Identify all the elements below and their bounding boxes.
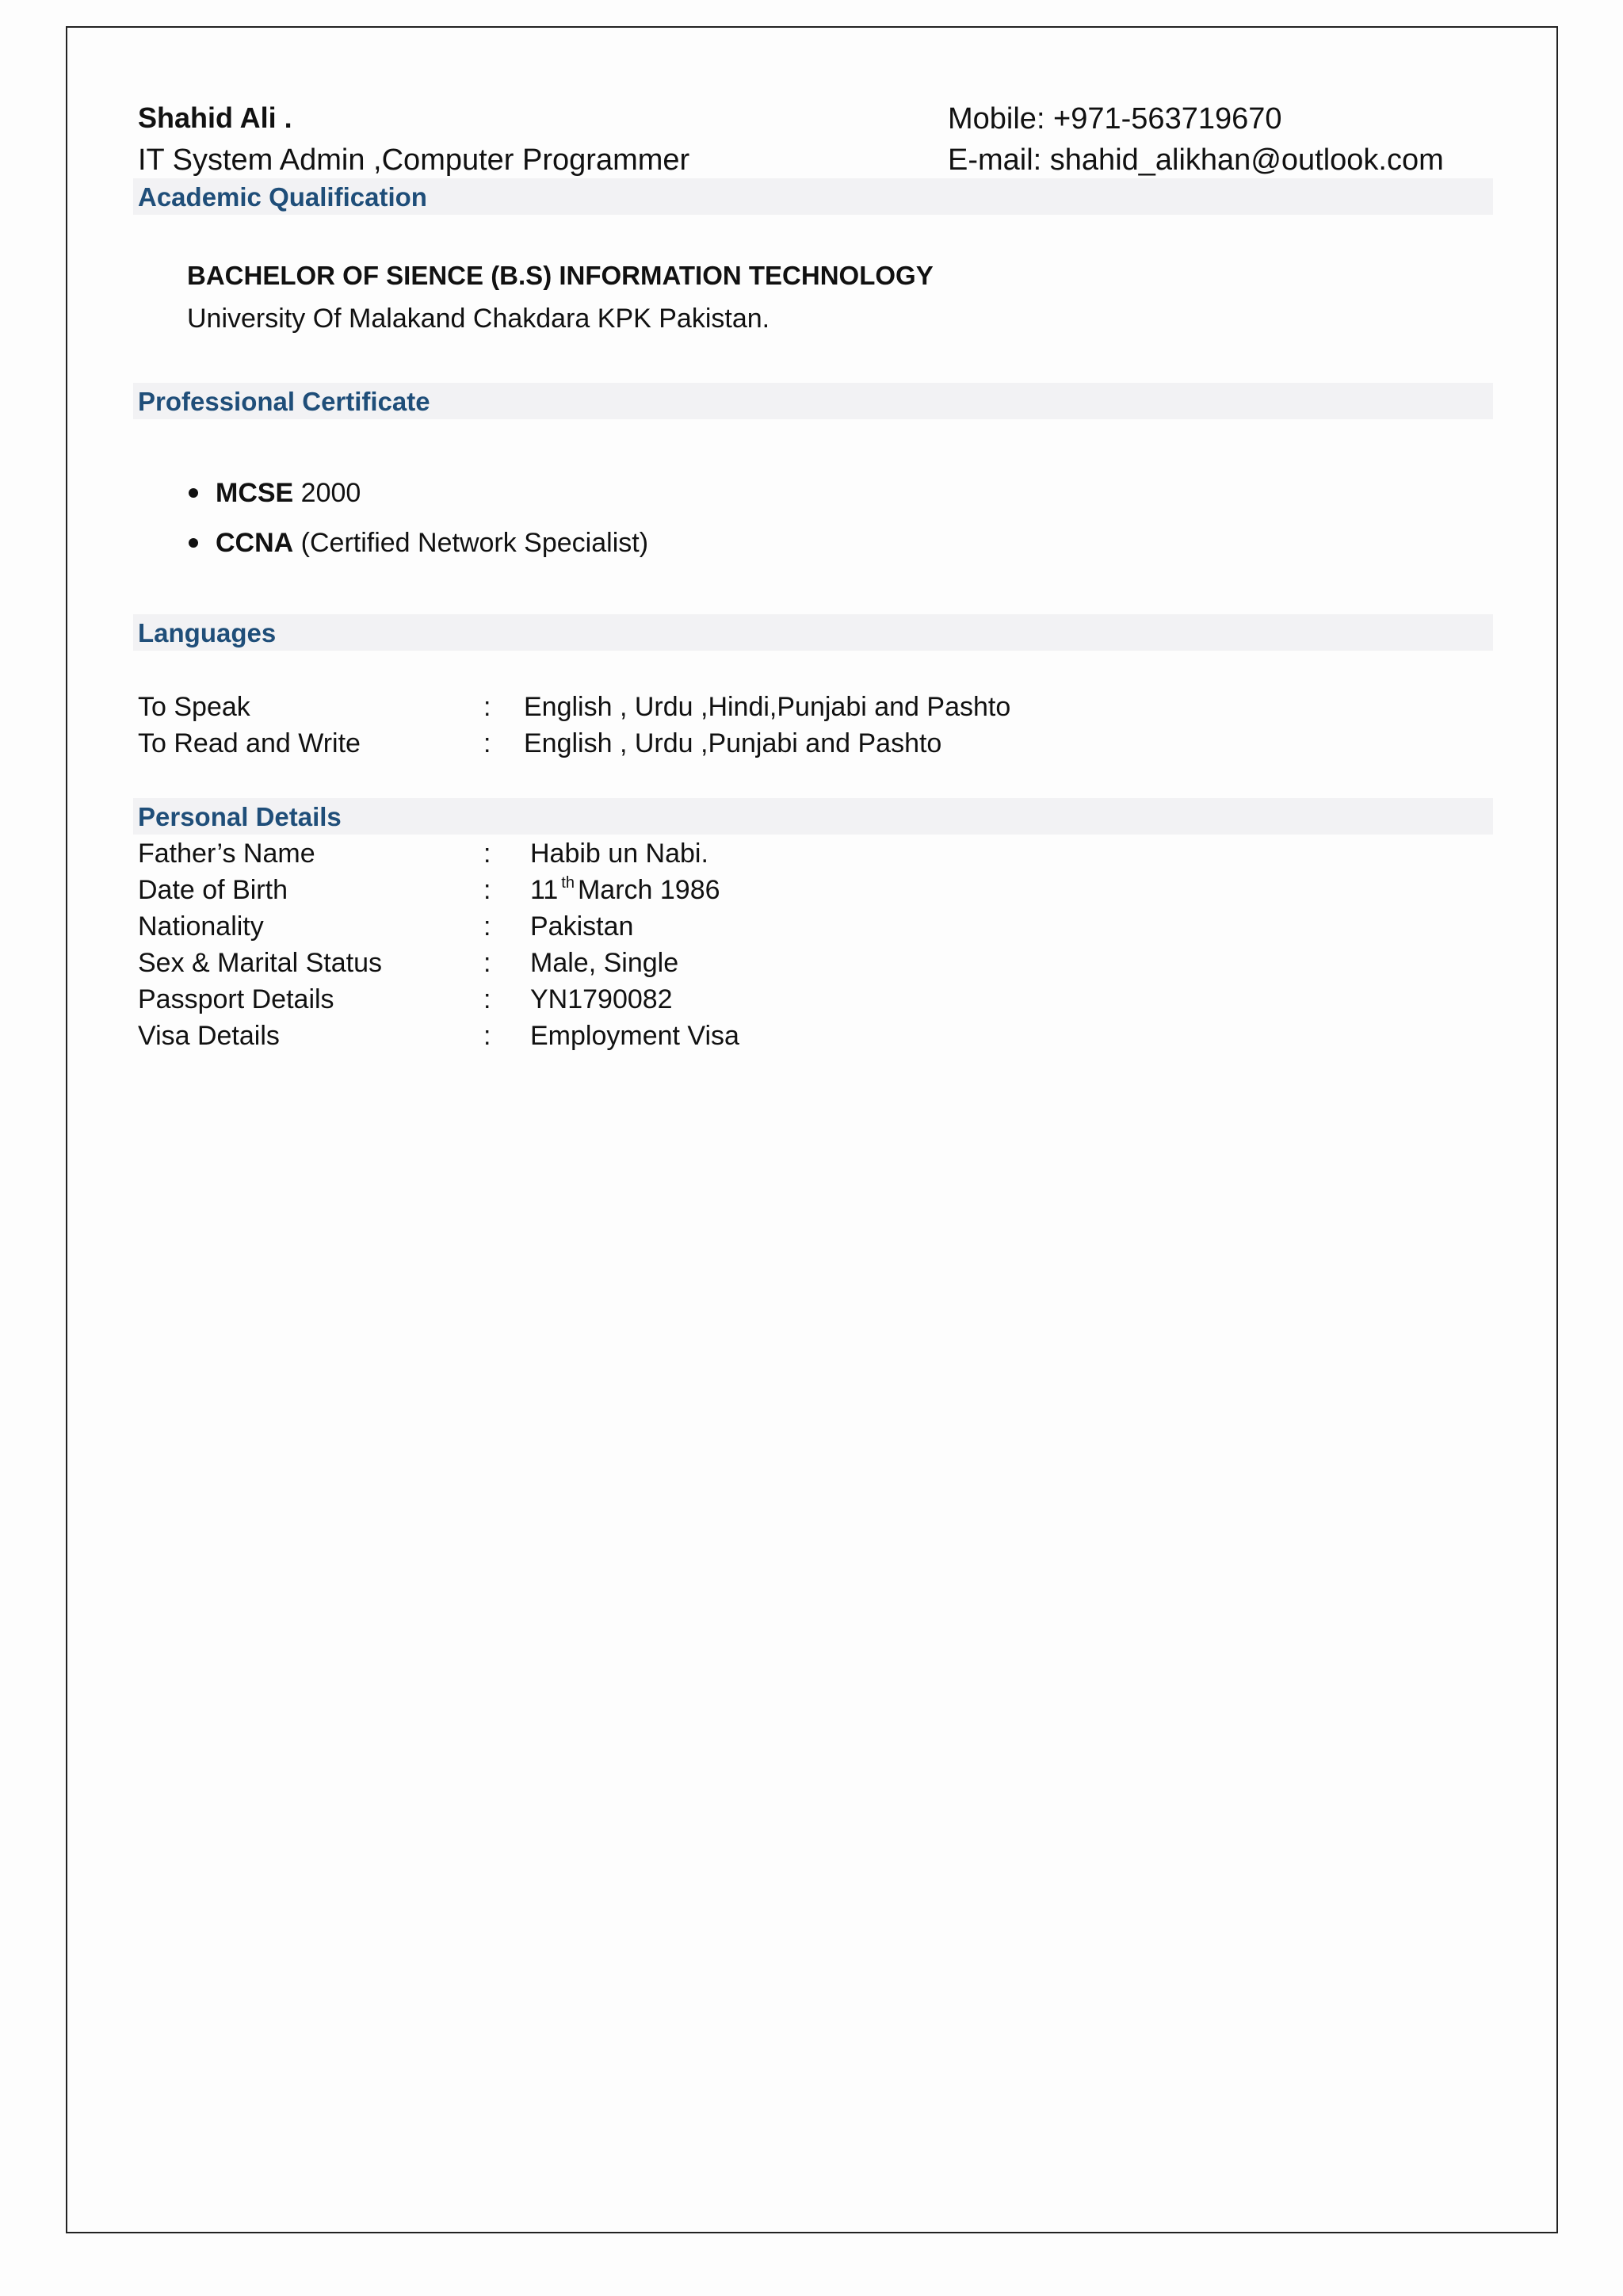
- languages-section-title: Languages: [138, 618, 277, 648]
- row-label: Date of Birth: [138, 875, 288, 905]
- certificate-detail: (Certified Network Specialist): [293, 528, 649, 558]
- row-separator: :: [483, 728, 491, 758]
- personal-section-title: Personal Details: [138, 802, 342, 831]
- certificate-list: [187, 479, 648, 579]
- certificate-section-title: Professional Certificate: [138, 387, 430, 416]
- row-label: Visa Details: [138, 1021, 280, 1051]
- row-label: To Read and Write: [138, 728, 361, 758]
- bullet-icon: [189, 538, 198, 548]
- row-label: Father’s Name: [138, 839, 315, 869]
- certificate-detail: 2000: [293, 478, 361, 508]
- row-value: Pakistan: [530, 911, 634, 942]
- degree-title: BACHELOR OF SIENCE (B.S) INFORMATION TECHNOLOGY: [187, 261, 934, 290]
- row-separator: :: [483, 875, 491, 905]
- row-separator: :: [483, 911, 491, 942]
- row-value: Male, Single: [530, 948, 679, 978]
- row-value: [530, 874, 720, 905]
- row-separator: :: [483, 948, 491, 978]
- row-separator: :: [483, 984, 491, 1014]
- row-label: To Speak: [138, 692, 250, 722]
- dob-month-year: March 1986: [577, 875, 720, 905]
- email-address: E-mail: shahid_alikhan@outlook.com: [948, 143, 1444, 177]
- mobile-number: Mobile: +971-563719670: [948, 102, 1282, 136]
- languages-section-bar: [133, 614, 1493, 651]
- row-label: Nationality: [138, 911, 264, 942]
- row-value: English , Urdu ,Hindi,Punjabi and Pashto: [524, 692, 1011, 722]
- job-title: IT System Admin ,Computer Programmer: [138, 143, 690, 177]
- row-separator: :: [483, 839, 491, 869]
- page-border: [66, 26, 1558, 2233]
- row-separator: :: [483, 692, 491, 722]
- row-label: Sex & Marital Status: [138, 948, 383, 978]
- row-value: Habib un Nabi.: [530, 839, 708, 869]
- row-value: YN1790082: [530, 984, 673, 1014]
- row-separator: :: [483, 1021, 491, 1051]
- dob-day: 11: [530, 875, 559, 905]
- row-value: Employment Visa: [530, 1021, 739, 1051]
- list-item: [187, 529, 648, 579]
- academic-section-title: Academic Qualification: [138, 182, 427, 212]
- dob-suffix: th: [561, 874, 575, 892]
- row-value: English , Urdu ,Punjabi and Pashto: [524, 728, 942, 758]
- certificate-name: MCSE: [216, 478, 294, 508]
- bullet-icon: [189, 488, 198, 498]
- university-name: University Of Malakand Chakdara KPK Pakistan.: [187, 304, 770, 334]
- certificate-name: CCNA: [216, 528, 294, 558]
- candidate-name: Shahid Ali .: [138, 101, 292, 134]
- row-label: Passport Details: [138, 984, 334, 1014]
- list-item: [187, 479, 648, 529]
